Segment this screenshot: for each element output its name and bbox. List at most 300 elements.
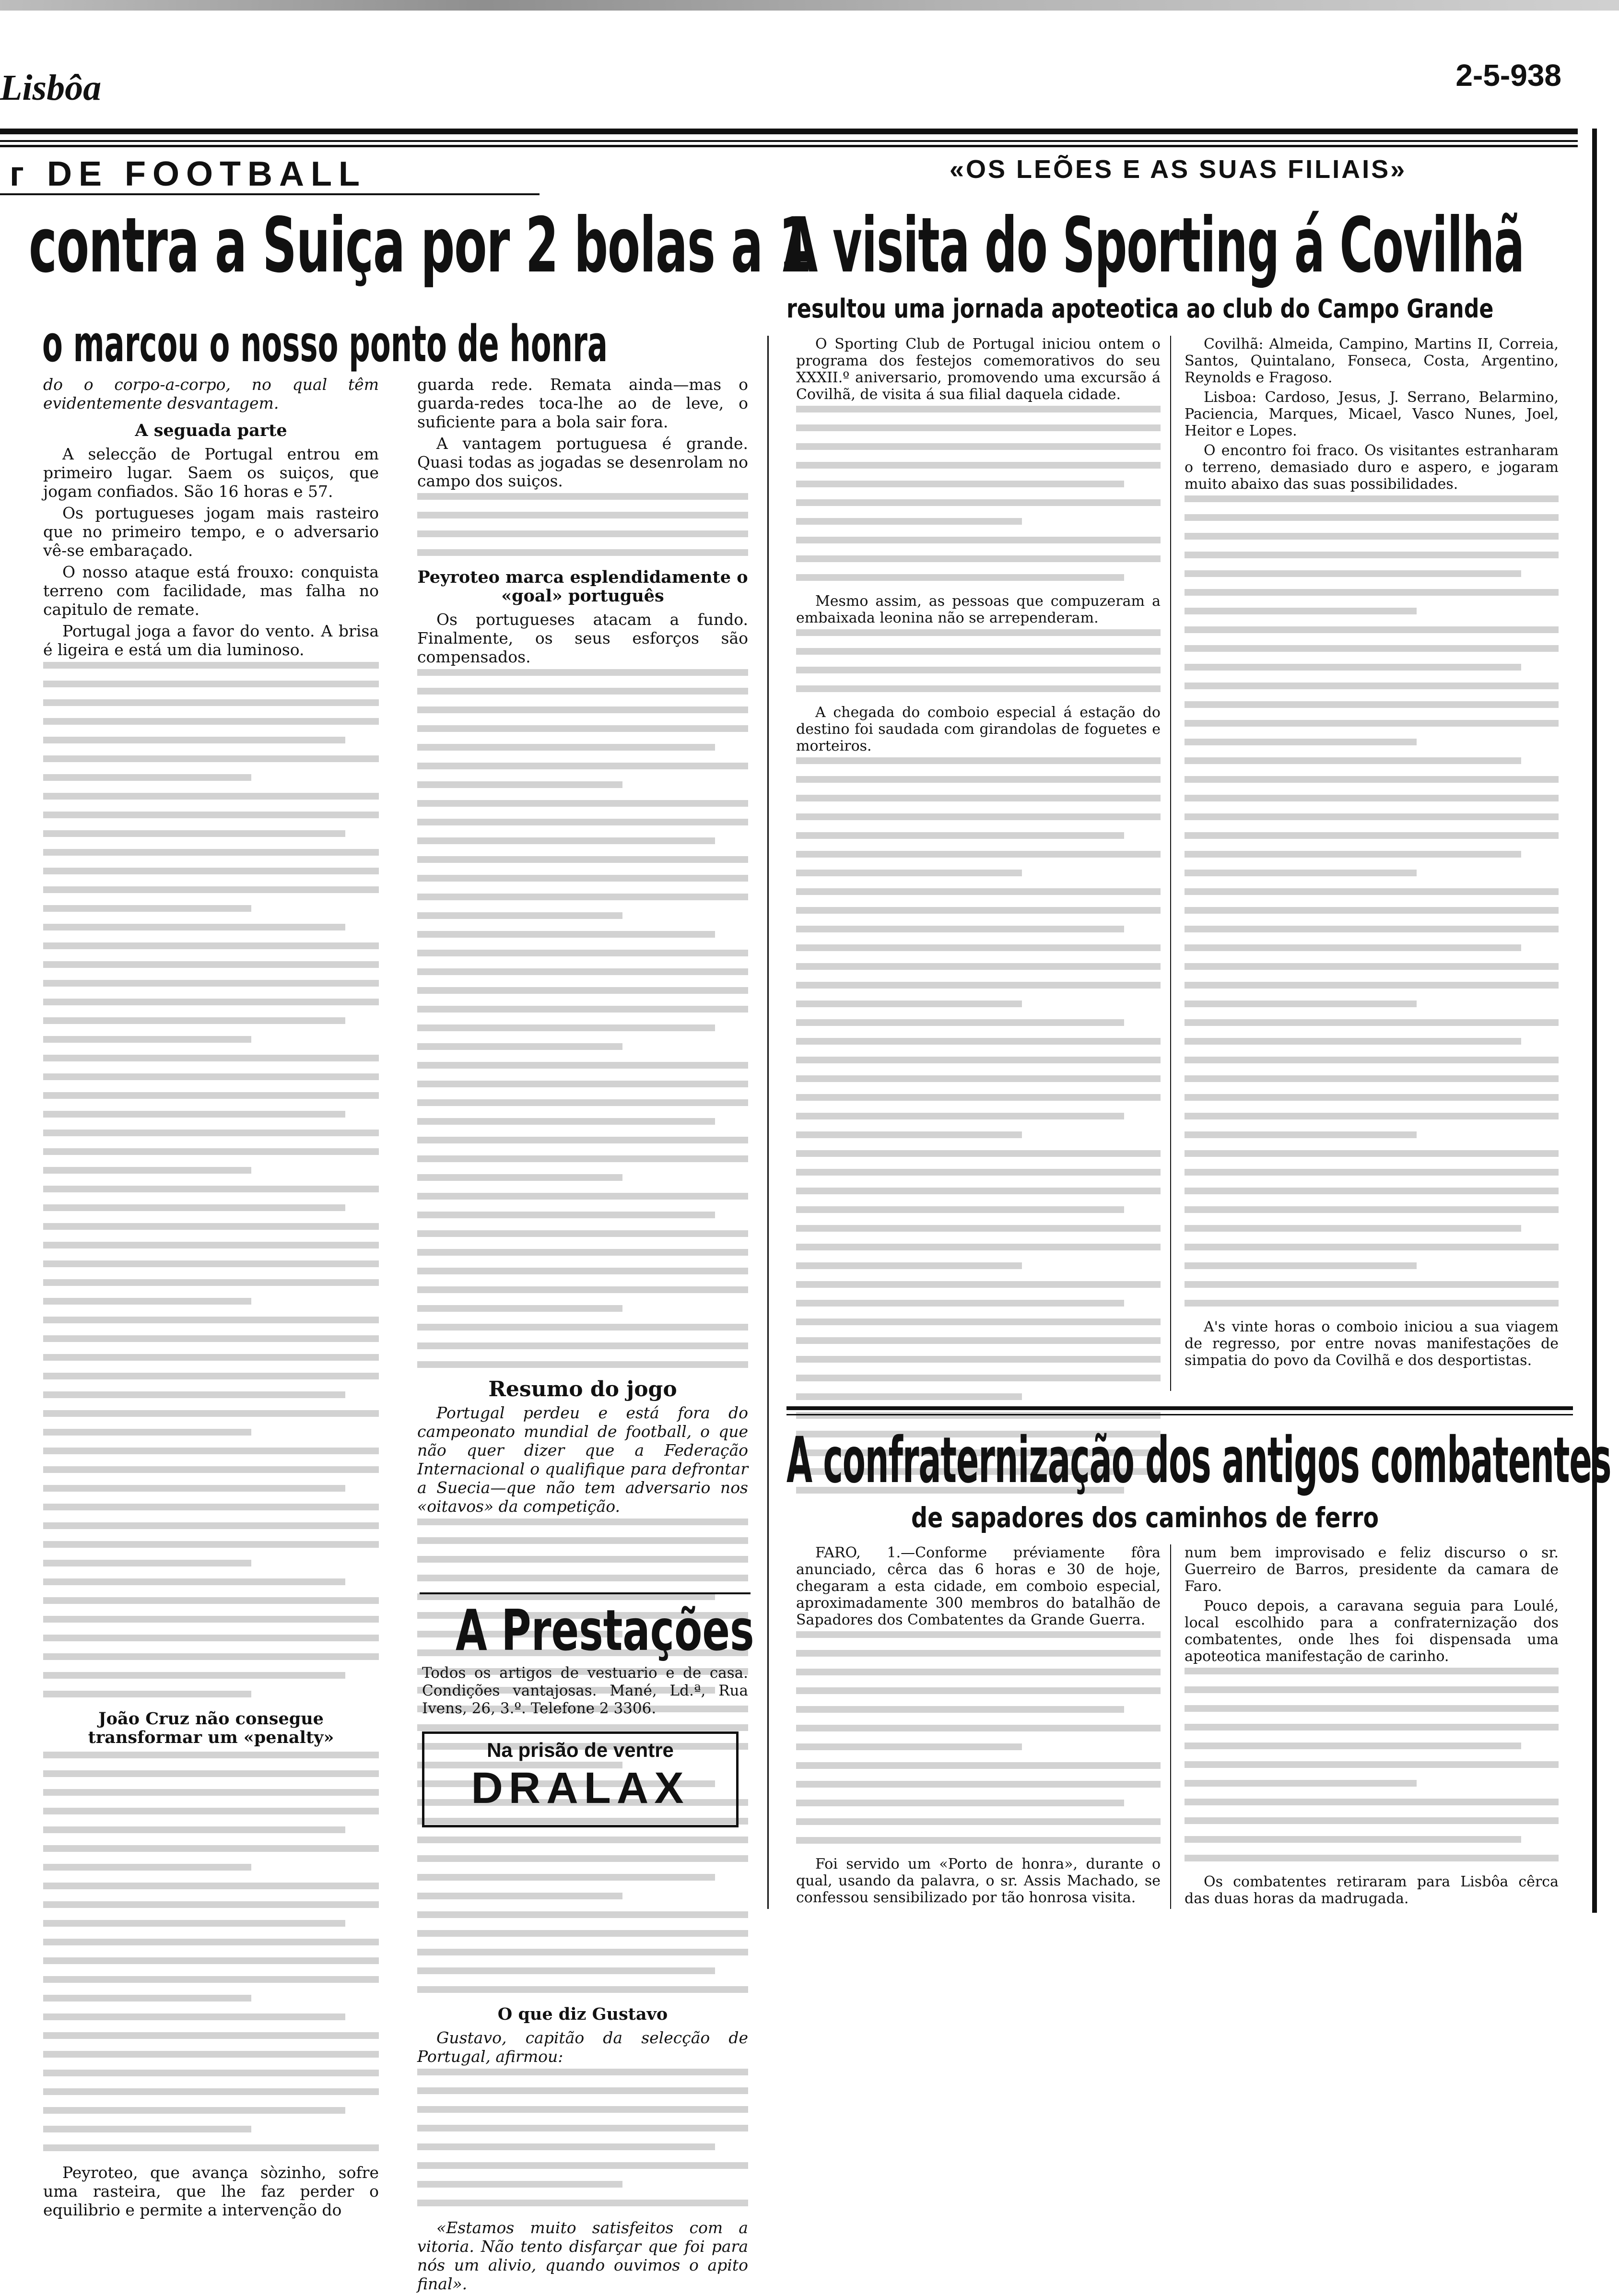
text-line-placeholder <box>43 1691 251 1697</box>
text-line-placeholder <box>417 1006 748 1013</box>
text-line-placeholder <box>43 793 379 800</box>
text-line-placeholder <box>417 2069 748 2075</box>
text-line-placeholder <box>1185 720 1559 727</box>
sporting-column-2 <box>1185 336 1559 1372</box>
text-line-placeholder <box>1185 1705 1559 1712</box>
sporting-headline: A visita do Sporting á Covilhã <box>783 201 1524 290</box>
text-line-placeholder <box>417 1324 748 1331</box>
scan-edge <box>0 0 1619 11</box>
text-line-placeholder <box>43 1298 251 1305</box>
text-line-placeholder <box>417 950 748 956</box>
text-line-placeholder <box>417 530 748 537</box>
paragraph: Portugal perdeu e está fora do campeonato mundial de football, o que não quer dizer que a Federação Internacional o qualifique para defrontar a Suecia—que não tem adversario nos «oitavos» da competição. <box>417 1403 748 1516</box>
text-line-placeholder <box>417 549 748 556</box>
text-line-placeholder <box>796 1412 1161 1419</box>
text-line-placeholder <box>417 2125 748 2131</box>
masthead: Lisbôa <box>0 68 102 108</box>
text-line-placeholder <box>1185 1281 1559 1288</box>
text-line-placeholder <box>43 2051 379 2058</box>
text-line-placeholder <box>417 1986 748 1993</box>
text-line-placeholder <box>43 2126 251 2132</box>
text-line-placeholder <box>43 1410 379 1417</box>
text-line-placeholder <box>1185 888 1559 895</box>
text-line-placeholder <box>796 1075 1161 1082</box>
text-line-placeholder <box>417 763 748 769</box>
paragraph: A's vinte horas o comboio iniciou a sua viagem de regresso, por entre novas manifestações de simpatia do povo da Covilhã e dos desportistas. <box>1185 1319 1559 1369</box>
text-line-placeholder <box>1185 1169 1559 1176</box>
text-line-placeholder <box>43 1186 379 1192</box>
text-line-placeholder <box>1185 832 1559 839</box>
text-line-placeholder <box>43 942 379 949</box>
paragraph: Os combatentes retiraram para Lisbôa cêrca das duas horas da madrugada. <box>1185 1873 1559 1907</box>
text-line-placeholder <box>417 2143 715 2150</box>
football-column-2 <box>417 375 748 2296</box>
body-text-lines <box>1185 1668 1559 1861</box>
text-line-placeholder <box>417 1930 748 1937</box>
text-line-placeholder <box>43 849 379 856</box>
text-line-placeholder <box>43 2107 345 2114</box>
text-line-placeholder <box>1185 514 1559 521</box>
text-line-placeholder <box>796 795 1161 801</box>
text-line-placeholder <box>796 537 1161 543</box>
text-line-placeholder <box>43 1826 345 1833</box>
text-line-placeholder <box>417 1893 622 1899</box>
body-text-lines <box>796 757 1161 1494</box>
text-line-placeholder <box>417 1043 622 1050</box>
text-line-placeholder <box>417 837 715 844</box>
text-line-placeholder <box>43 1995 251 2002</box>
text-line-placeholder <box>417 968 748 975</box>
paragraph: A chegada do comboio especial á estação do destino foi saudada com girandolas de foguetes e morteiros. <box>796 704 1161 754</box>
veterans-column-2 <box>1185 1544 1559 1910</box>
text-line-placeholder <box>1185 1206 1559 1213</box>
text-line-placeholder <box>417 1081 748 1087</box>
text-line-placeholder <box>1185 944 1521 951</box>
paragraph: Gustavo, capitão da selecção de Portugal, afirmou: <box>417 2028 748 2066</box>
text-line-placeholder <box>1185 1799 1559 1805</box>
text-line-placeholder <box>43 1373 379 1379</box>
body-text-lines <box>43 662 379 1697</box>
text-line-placeholder <box>43 2013 345 2020</box>
sporting-subheadline: resultou uma jornada apoteotica ao club do Campo Grande <box>786 294 1494 324</box>
paragraph: Pouco depois, a caravana seguia para Loulé, local escolhido para a confraternização dos combatentes, onde lhes foi dispensada uma apoteotica manifestação de carinho. <box>1185 1598 1559 1665</box>
text-line-placeholder <box>1185 795 1559 801</box>
veterans-headline: A confraternização dos antigos combatentes <box>786 1424 1611 1497</box>
text-line-placeholder <box>796 518 1022 525</box>
text-line-placeholder <box>1185 533 1559 540</box>
text-line-placeholder <box>1185 1150 1559 1157</box>
text-line-placeholder <box>796 424 1161 431</box>
text-line-placeholder <box>417 800 748 807</box>
text-line-placeholder <box>417 1099 748 1106</box>
text-line-placeholder <box>43 1752 379 1758</box>
text-line-placeholder <box>43 1578 345 1585</box>
text-line-placeholder <box>43 1864 251 1871</box>
text-line-placeholder <box>43 662 379 669</box>
text-line-placeholder <box>796 1131 1022 1138</box>
text-line-placeholder <box>1185 776 1559 783</box>
section-underline-left <box>0 193 540 195</box>
text-line-placeholder <box>796 1356 1161 1363</box>
paragraph: O encontro foi fraco. Os visitantes estranharam o terreno, demasiado duro e aspero, e jogaram muito abaixo das suas possibilidades. <box>1185 442 1559 493</box>
text-line-placeholder <box>796 1169 1161 1176</box>
text-line-placeholder <box>417 512 748 518</box>
text-line-placeholder <box>796 926 1124 932</box>
text-line-placeholder <box>1185 813 1559 820</box>
text-line-placeholder <box>1185 608 1417 614</box>
body-text-lines <box>796 1631 1161 1844</box>
text-line-placeholder <box>43 681 379 687</box>
text-line-placeholder <box>1185 1300 1559 1307</box>
text-line-placeholder <box>1185 1057 1559 1063</box>
text-line-placeholder <box>1185 1131 1417 1138</box>
text-line-placeholder <box>1185 589 1559 596</box>
text-line-placeholder <box>1185 570 1521 577</box>
ad-prestacoes-text: Todos os artigos de vestuario e de casa. Condições vantajosas. Mané, Ld.ª, Rua Ivens, 26, 3.º. Telefone 2 3306. <box>422 1664 748 1717</box>
text-line-placeholder <box>1185 907 1559 914</box>
text-line-placeholder <box>417 912 622 919</box>
text-line-placeholder <box>43 774 251 781</box>
text-line-placeholder <box>43 1920 345 1927</box>
section-label-football: ᴦ DE FOOTBALL <box>10 155 366 193</box>
text-line-placeholder <box>796 813 1161 820</box>
text-line-placeholder <box>417 493 748 500</box>
text-line-placeholder <box>43 1111 345 1118</box>
text-line-placeholder <box>796 1743 1022 1750</box>
text-line-placeholder <box>1185 1001 1417 1007</box>
text-line-placeholder <box>43 1391 345 1398</box>
text-line-placeholder <box>796 1781 1161 1788</box>
text-line-placeholder <box>1185 982 1559 989</box>
text-line-placeholder <box>417 987 748 994</box>
text-line-placeholder <box>1185 552 1559 558</box>
text-line-placeholder <box>796 907 1161 914</box>
text-line-placeholder <box>796 757 1161 764</box>
text-line-placeholder <box>43 699 379 706</box>
text-line-placeholder <box>796 555 1161 562</box>
text-line-placeholder <box>417 1062 748 1069</box>
football-second-half-title: A seguada parte <box>135 421 287 440</box>
text-line-placeholder <box>43 1789 379 1796</box>
text-line-placeholder <box>43 1335 379 1342</box>
text-line-placeholder <box>417 1537 748 1544</box>
text-line-placeholder <box>43 961 379 968</box>
paragraph: Portugal joga a favor do vento. A brisa é ligeira e está um dia luminoso. <box>43 622 379 659</box>
text-line-placeholder <box>43 1560 251 1566</box>
text-line-placeholder <box>796 1762 1161 1769</box>
text-line-placeholder <box>43 1260 379 1267</box>
text-line-placeholder <box>796 1375 1161 1381</box>
text-line-placeholder <box>796 776 1161 783</box>
text-line-placeholder <box>43 1939 379 1945</box>
football-gustavo-title: O que diz Gustavo <box>497 2004 668 2024</box>
text-line-placeholder <box>1185 870 1417 876</box>
body-text-lines <box>796 629 1161 692</box>
text-line-placeholder <box>796 1094 1161 1101</box>
article-separator <box>786 1406 1573 1410</box>
ad-dralax <box>422 1731 739 1827</box>
paragraph: num bem improvisado e feliz discurso o sr. Guerreiro de Barros, presidente da camara de Faro. <box>1185 1544 1559 1595</box>
text-line-placeholder <box>796 851 1161 858</box>
column-divider-right <box>1170 336 1171 1391</box>
text-line-placeholder <box>43 868 379 874</box>
text-line-placeholder <box>43 1148 379 1155</box>
text-line-placeholder <box>1185 1113 1559 1119</box>
text-line-placeholder <box>796 1837 1161 1844</box>
text-line-placeholder <box>43 1541 379 1548</box>
text-line-placeholder <box>43 1204 345 1211</box>
text-line-placeholder <box>43 1130 379 1136</box>
ad-dralax-name: DRALAX <box>471 1764 690 1813</box>
text-line-placeholder <box>417 875 748 882</box>
paragraph: Os portugueses jogam mais rasteiro que no primeiro tempo, e o adversario vê-se embaraçado. <box>43 504 379 560</box>
paragraph: Lisboa: Cardoso, Jesus, J. Serrano, Belarmino, Paciencia, Marques, Micael, Vasco Nunes, Joel, Heitor e Lopes. <box>1185 389 1559 439</box>
text-line-placeholder <box>43 2144 379 2151</box>
body-text-lines <box>417 669 748 1368</box>
text-line-placeholder <box>417 1949 748 1955</box>
text-line-placeholder <box>417 1342 748 1349</box>
paragraph: O nosso ataque está frouxo: conquista terreno com facilidade, mas falha no capitulo de remate. <box>43 563 379 619</box>
header-rule-thick <box>0 129 1578 134</box>
text-line-placeholder <box>417 1193 748 1200</box>
text-line-placeholder <box>1185 1855 1559 1861</box>
veterans-subheadline: de sapadores dos caminhos de ferro <box>911 1501 1379 1534</box>
text-line-placeholder <box>417 819 748 825</box>
text-line-placeholder <box>43 1597 379 1604</box>
text-line-placeholder <box>43 1616 379 1623</box>
body-text-lines <box>1185 495 1559 1307</box>
paragraph: Peyroteo, que avança sòzinho, sofre uma rasteira, que lhe faz perder o equilibrio e permite a intervenção do <box>43 2163 379 2219</box>
text-line-placeholder <box>417 1556 748 1563</box>
text-line-placeholder <box>43 980 379 987</box>
text-line-placeholder <box>796 1669 1161 1675</box>
text-line-placeholder <box>796 1150 1161 1157</box>
football-summary-title: Resumo do jogo <box>488 1377 677 1401</box>
text-line-placeholder <box>796 1001 1022 1007</box>
text-line-placeholder <box>796 1725 1161 1731</box>
text-line-placeholder <box>1185 1262 1417 1269</box>
text-line-placeholder <box>43 1672 345 1679</box>
text-line-placeholder <box>417 706 748 713</box>
text-line-placeholder <box>417 781 622 788</box>
text-line-placeholder <box>796 1706 1124 1713</box>
text-line-placeholder <box>1185 1244 1559 1250</box>
text-line-placeholder <box>796 629 1161 636</box>
text-line-placeholder <box>417 931 715 938</box>
text-line-placeholder <box>43 1976 379 1983</box>
text-line-placeholder <box>417 1855 748 1862</box>
text-line-placeholder <box>796 574 1124 581</box>
text-line-placeholder <box>417 688 748 695</box>
issue-date: 2-5-938 <box>1455 58 1561 93</box>
text-line-placeholder <box>796 963 1161 970</box>
text-line-placeholder <box>796 406 1161 412</box>
body-text-lines <box>417 2069 748 2206</box>
text-line-placeholder <box>417 1837 748 1843</box>
text-line-placeholder <box>796 648 1161 655</box>
text-line-placeholder <box>417 1305 622 1312</box>
text-line-placeholder <box>417 856 748 863</box>
body-text-lines <box>43 1752 379 2151</box>
text-line-placeholder <box>43 1429 251 1436</box>
text-line-placeholder <box>417 1361 748 1368</box>
text-line-placeholder <box>43 1808 379 1814</box>
text-line-placeholder <box>43 1845 379 1852</box>
text-line-placeholder <box>1185 1724 1559 1731</box>
text-line-placeholder <box>417 2200 748 2206</box>
text-line-placeholder <box>417 2162 748 2169</box>
text-line-placeholder <box>43 1055 379 1061</box>
text-line-placeholder <box>796 1393 1022 1400</box>
paragraph: Covilhã: Almeida, Campino, Martins II, Correia, Santos, Quintalano, Fonseca, Costa, Argentino, Reynolds e Fragoso. <box>1185 336 1559 386</box>
text-line-placeholder <box>1185 926 1559 932</box>
text-line-placeholder <box>43 1522 379 1529</box>
text-line-placeholder <box>796 870 1022 876</box>
text-line-placeholder <box>796 1319 1161 1325</box>
text-line-placeholder <box>1185 1094 1559 1101</box>
text-line-placeholder <box>417 1155 748 1162</box>
text-line-placeholder <box>796 1687 1161 1694</box>
text-line-placeholder <box>1185 1225 1521 1232</box>
text-line-placeholder <box>796 1800 1124 1806</box>
body-text-lines <box>417 493 748 556</box>
text-line-placeholder <box>417 1519 748 1525</box>
text-line-placeholder <box>1185 1668 1559 1674</box>
text-line-placeholder <box>43 924 345 930</box>
text-line-placeholder <box>43 886 379 893</box>
text-line-placeholder <box>43 1504 379 1510</box>
text-line-placeholder <box>417 1137 748 1143</box>
text-line-placeholder <box>1185 851 1521 858</box>
text-line-placeholder <box>796 1038 1161 1045</box>
text-line-placeholder <box>796 1057 1161 1063</box>
text-line-placeholder <box>796 481 1124 487</box>
text-line-placeholder <box>417 1024 715 1031</box>
text-line-placeholder <box>1185 963 1559 970</box>
text-line-placeholder <box>43 1279 379 1286</box>
text-line-placeholder <box>796 1019 1124 1026</box>
section-label-sporting: «OS LEÕES E AS SUAS FILIAIS» <box>950 155 1407 184</box>
text-line-placeholder <box>1185 1743 1521 1749</box>
text-line-placeholder <box>43 1466 379 1473</box>
text-line-placeholder <box>1185 645 1559 652</box>
text-line-placeholder <box>417 725 748 732</box>
text-line-placeholder <box>796 667 1161 673</box>
text-line-placeholder <box>417 1575 748 1581</box>
text-line-placeholder <box>417 1212 715 1218</box>
paragraph: A vantagem portuguesa é grande. Quasi todas as jogadas se desenrolam no campo dos suiços. <box>417 434 748 490</box>
text-line-placeholder <box>43 1653 379 1660</box>
column-divider <box>767 336 769 1909</box>
text-line-placeholder <box>417 1967 715 1974</box>
text-line-placeholder <box>43 999 379 1005</box>
text-line-placeholder <box>417 2087 748 2094</box>
text-line-placeholder <box>43 1883 379 1889</box>
text-line-placeholder <box>43 1017 345 1024</box>
text-line-placeholder <box>1185 1817 1559 1824</box>
football-penalty-subtitle: João Cruz não consegue transformar um «penalty» <box>88 1709 334 1747</box>
text-line-placeholder <box>796 1281 1161 1288</box>
text-line-placeholder <box>43 1223 379 1230</box>
text-line-placeholder <box>1185 1075 1559 1082</box>
text-line-placeholder <box>43 2032 379 2039</box>
text-line-placeholder <box>796 499 1161 506</box>
text-line-placeholder <box>43 1957 379 1964</box>
text-line-placeholder <box>796 443 1161 450</box>
text-line-placeholder <box>796 982 1161 989</box>
text-line-placeholder <box>796 1113 1124 1119</box>
text-line-placeholder <box>417 744 715 751</box>
text-line-placeholder <box>417 1118 715 1125</box>
text-line-placeholder <box>796 1818 1161 1825</box>
text-line-placeholder <box>796 1300 1124 1307</box>
text-line-placeholder <box>43 1036 251 1043</box>
text-line-placeholder <box>43 737 345 743</box>
text-line-placeholder <box>417 1174 622 1181</box>
text-line-placeholder <box>796 685 1161 692</box>
text-line-placeholder <box>43 1073 379 1080</box>
text-line-placeholder <box>43 718 379 725</box>
football-headline: contra a Suiça por 2 bolas a 1 <box>29 201 811 290</box>
football-goal-subtitle: Peyroteo marca esplendidamente o «goal» português <box>417 567 748 606</box>
text-line-placeholder <box>796 832 1124 839</box>
paragraph: Mesmo assim, as pessoas que compuzeram a embaixada leonina não se arrependeram. <box>796 593 1161 626</box>
paragraph: O Sporting Club de Portugal iniciou ontem o programa dos festejos comemorativos do seu XXXII.º aniversario, promovendo uma excursão á Covilhã, de visita á sua filial daquela cidade. <box>796 336 1161 403</box>
text-line-placeholder <box>417 1249 748 1256</box>
text-line-placeholder <box>417 1724 748 1731</box>
text-line-placeholder <box>1185 757 1521 764</box>
paragraph: Os portugueses atacam a fundo. Finalmente, os seus esforços são compensados. <box>417 610 748 666</box>
header-rule-thin <box>0 140 1578 142</box>
text-line-placeholder <box>1185 739 1417 745</box>
header-rule-lower <box>0 145 1578 147</box>
text-line-placeholder <box>796 462 1161 469</box>
paragraph: guarda rede. Remata ainda—mas o guarda-redes toca-lhe ao de leve, o suficiente para a bola sair fora. <box>417 375 748 431</box>
text-line-placeholder <box>43 1901 379 1908</box>
text-line-placeholder <box>43 1770 379 1777</box>
text-line-placeholder <box>796 1631 1161 1638</box>
text-line-placeholder <box>796 1262 1022 1269</box>
article-separator-thin <box>786 1414 1573 1415</box>
text-line-placeholder <box>43 905 251 912</box>
column-divider-veterans <box>1170 1544 1171 1909</box>
text-line-placeholder <box>43 1354 379 1361</box>
right-border <box>1592 129 1597 1913</box>
text-line-placeholder <box>796 1206 1124 1213</box>
paragraph: Foi servido um «Porto de honra», durante o qual, usando da palavra, o sr. Assis Machado, se confessou sensibilizado por tão honrosa visita. <box>796 1856 1161 1906</box>
text-line-placeholder <box>43 1167 251 1174</box>
text-line-placeholder <box>43 1448 379 1454</box>
text-line-placeholder <box>796 888 1161 895</box>
text-line-placeholder <box>1185 683 1559 689</box>
veterans-column-1 <box>796 1544 1161 1909</box>
text-line-placeholder <box>43 755 379 762</box>
text-line-placeholder <box>43 2070 379 2076</box>
paragraph: «Estamos muito satisfeitos com a vitoria. Não tento disfarçar que foi para nós um alivio, quando ouvimos o apito final». <box>417 2218 748 2293</box>
text-line-placeholder <box>1185 1686 1559 1693</box>
text-line-placeholder <box>1185 495 1559 502</box>
text-line-placeholder <box>796 1188 1161 1194</box>
paragraph: A selecção de Portugal entrou em primeiro lugar. Saem os suiços, que jogam confiados. São 16 horas e 57. <box>43 445 379 501</box>
text-line-placeholder <box>43 812 379 818</box>
text-line-placeholder <box>1185 626 1559 633</box>
text-line-placeholder <box>417 894 748 900</box>
ad-prestacoes-title: A Prestações <box>456 1597 754 1663</box>
text-line-placeholder <box>1185 1780 1417 1787</box>
text-line-placeholder <box>417 1230 748 1237</box>
text-line-placeholder <box>796 1650 1161 1657</box>
text-line-placeholder <box>43 1317 379 1323</box>
